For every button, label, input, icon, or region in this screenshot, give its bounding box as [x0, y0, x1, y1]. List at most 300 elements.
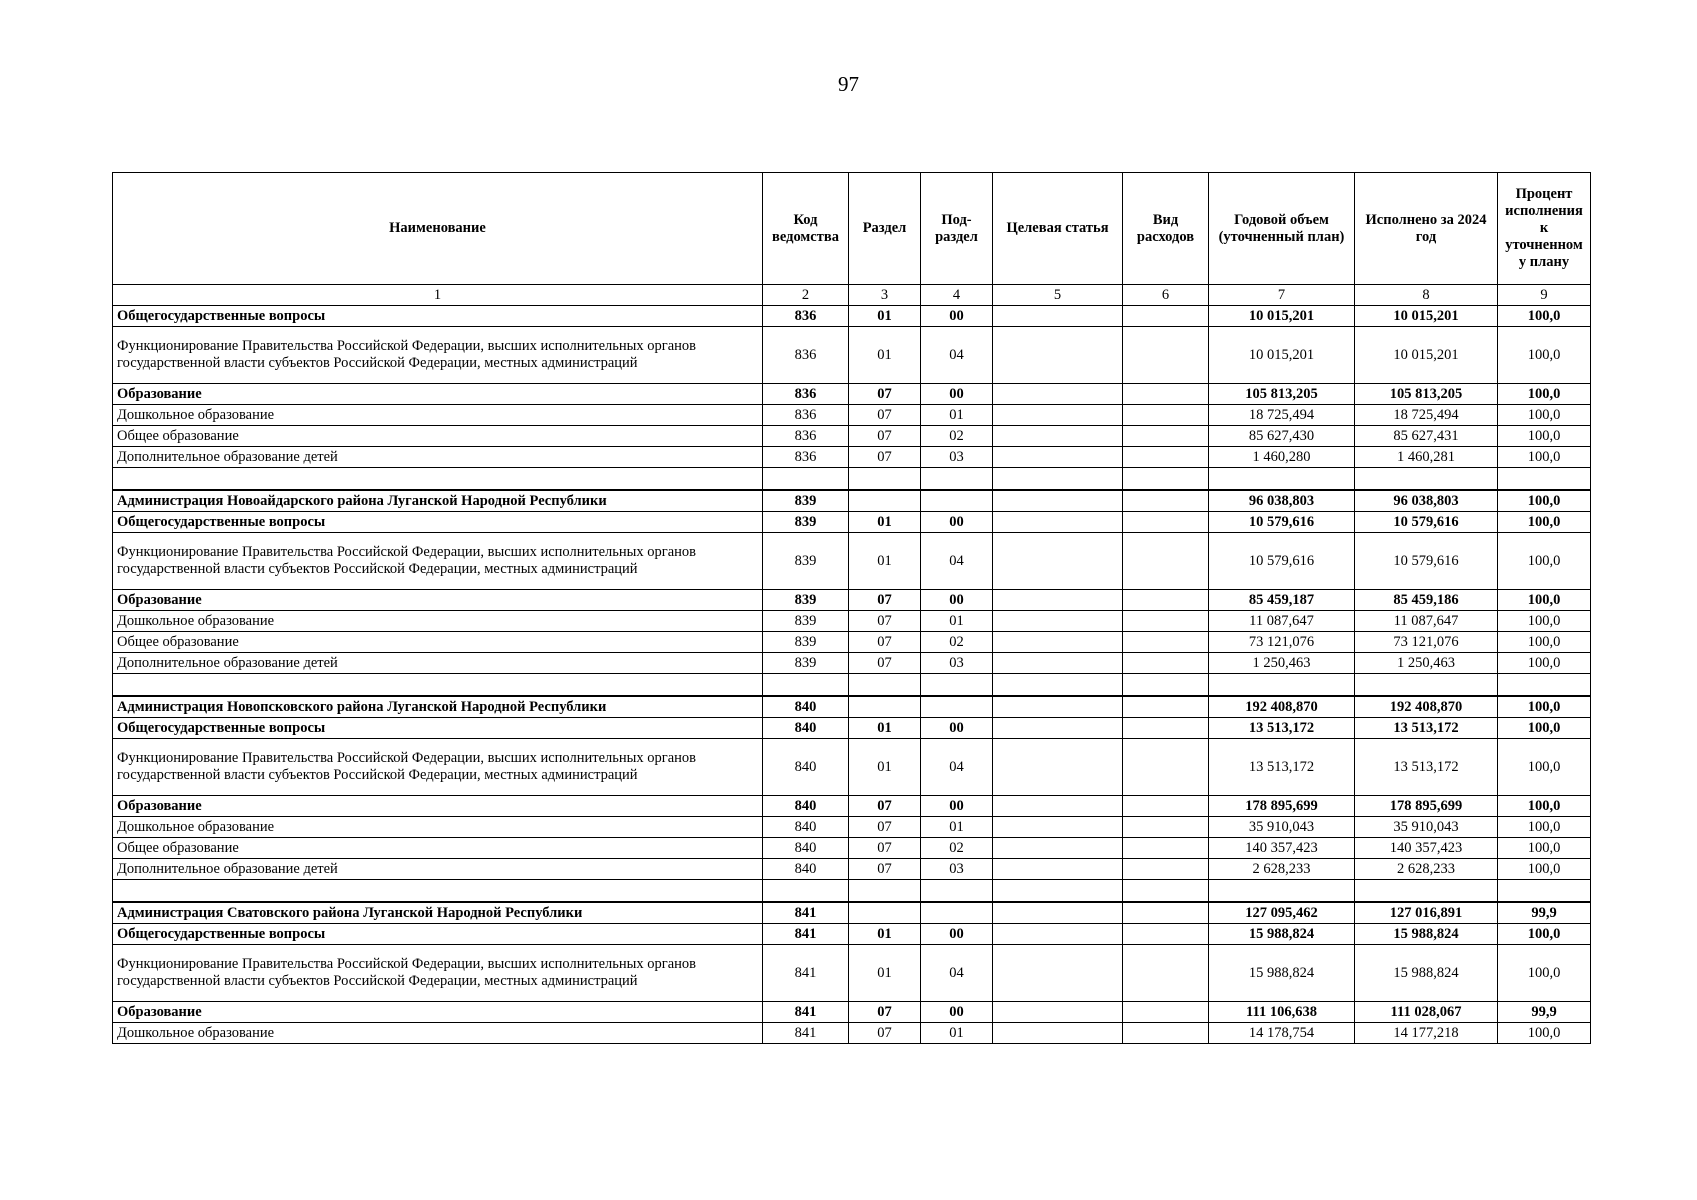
- cell-executed: 18 725,494: [1355, 405, 1498, 426]
- cell-annual-volume: 10 579,616: [1209, 533, 1355, 590]
- cell-target-item: [993, 880, 1123, 903]
- cell-subsection: 01: [921, 611, 993, 632]
- spacer-row: [113, 880, 1591, 903]
- cell-name: Общее образование: [113, 426, 763, 447]
- cell-target-item: [993, 718, 1123, 739]
- cell-name: Функционирование Правительства Российской Федерации, высших исполнительных органов государственной власти субъектов Российской Федерации, местных администраций: [113, 327, 763, 384]
- cell-name: [113, 468, 763, 491]
- cell-dept-code: 841: [763, 1002, 849, 1023]
- cell-subsection: [921, 490, 993, 512]
- header-expense-type: Вид расходов: [1123, 173, 1209, 285]
- cell-executed: 15 988,824: [1355, 924, 1498, 945]
- header-name: Наименование: [113, 173, 763, 285]
- cell-subsection: 01: [921, 817, 993, 838]
- cell-executed: 105 813,205: [1355, 384, 1498, 405]
- cell-dept-code: 836: [763, 405, 849, 426]
- page-number: 97: [838, 72, 859, 96]
- cell-annual-volume: 11 087,647: [1209, 611, 1355, 632]
- cell-expense-type: [1123, 653, 1209, 674]
- cell-dept-code: 839: [763, 590, 849, 611]
- cell-annual-volume: 111 106,638: [1209, 1002, 1355, 1023]
- cell-section: 01: [849, 718, 921, 739]
- cell-annual-volume: 13 513,172: [1209, 718, 1355, 739]
- cell-name: Дошкольное образование: [113, 817, 763, 838]
- cell-section: 01: [849, 306, 921, 327]
- cell-subsection: 04: [921, 945, 993, 1002]
- table-row: [113, 739, 1591, 796]
- cell-percent: 100,0: [1498, 739, 1591, 796]
- cell-subsection: 00: [921, 1002, 993, 1023]
- column-number-row: [113, 285, 1591, 306]
- cell-annual-volume: 127 095,462: [1209, 902, 1355, 924]
- cell-executed: 127 016,891: [1355, 902, 1498, 924]
- cell-subsection: 02: [921, 838, 993, 859]
- cell-name: Дошкольное образование: [113, 405, 763, 426]
- cell-name: Функционирование Правительства Российской Федерации, высших исполнительных органов государственной власти субъектов Российской Федерации, местных администраций: [113, 739, 763, 796]
- cell-subsection: [921, 674, 993, 697]
- cell-subsection: 04: [921, 739, 993, 796]
- cell-dept-code: 836: [763, 306, 849, 327]
- cell-section: 07: [849, 426, 921, 447]
- cell-expense-type: [1123, 796, 1209, 817]
- cell-annual-volume: 105 813,205: [1209, 384, 1355, 405]
- cell-target-item: [993, 653, 1123, 674]
- column-number: 3: [849, 285, 921, 306]
- cell-target-item: [993, 533, 1123, 590]
- cell-expense-type: [1123, 490, 1209, 512]
- table-row: [113, 859, 1591, 880]
- cell-dept-code: 840: [763, 718, 849, 739]
- cell-dept-code: 839: [763, 533, 849, 590]
- cell-percent: [1498, 880, 1591, 903]
- cell-section: [849, 468, 921, 491]
- table-body: [113, 306, 1591, 1044]
- cell-dept-code: [763, 674, 849, 697]
- cell-target-item: [993, 817, 1123, 838]
- cell-annual-volume: 1 460,280: [1209, 447, 1355, 468]
- cell-subsection: 02: [921, 632, 993, 653]
- cell-percent: 100,0: [1498, 490, 1591, 512]
- cell-subsection: 04: [921, 327, 993, 384]
- cell-executed: 1 460,281: [1355, 447, 1498, 468]
- cell-name: Образование: [113, 1002, 763, 1023]
- cell-expense-type: [1123, 384, 1209, 405]
- cell-target-item: [993, 306, 1123, 327]
- cell-executed: [1355, 674, 1498, 697]
- cell-target-item: [993, 468, 1123, 491]
- cell-section: 07: [849, 817, 921, 838]
- header-row: [113, 173, 1591, 285]
- cell-subsection: 00: [921, 384, 993, 405]
- table-row: [113, 306, 1591, 327]
- cell-section: 07: [849, 447, 921, 468]
- cell-section: 07: [849, 1002, 921, 1023]
- cell-section: 07: [849, 590, 921, 611]
- cell-executed: 85 627,431: [1355, 426, 1498, 447]
- header-target-item: Целевая статья: [993, 173, 1123, 285]
- cell-percent: 100,0: [1498, 533, 1591, 590]
- cell-section: 07: [849, 859, 921, 880]
- cell-expense-type: [1123, 468, 1209, 491]
- table-row: [113, 902, 1591, 924]
- cell-expense-type: [1123, 590, 1209, 611]
- cell-subsection: 00: [921, 306, 993, 327]
- cell-subsection: 03: [921, 447, 993, 468]
- cell-annual-volume: [1209, 880, 1355, 903]
- cell-section: 01: [849, 327, 921, 384]
- cell-section: 01: [849, 739, 921, 796]
- cell-expense-type: [1123, 838, 1209, 859]
- cell-name: Общегосударственные вопросы: [113, 924, 763, 945]
- cell-annual-volume: 10 015,201: [1209, 327, 1355, 384]
- cell-executed: 85 459,186: [1355, 590, 1498, 611]
- cell-target-item: [993, 924, 1123, 945]
- table-row: [113, 533, 1591, 590]
- cell-target-item: [993, 696, 1123, 718]
- cell-section: 07: [849, 796, 921, 817]
- cell-annual-volume: 192 408,870: [1209, 696, 1355, 718]
- cell-executed: 35 910,043: [1355, 817, 1498, 838]
- cell-executed: 1 250,463: [1355, 653, 1498, 674]
- header-executed: Исполнено за 2024 год: [1355, 173, 1498, 285]
- table-row: [113, 590, 1591, 611]
- column-number: 8: [1355, 285, 1498, 306]
- cell-section: [849, 490, 921, 512]
- cell-annual-volume: 140 357,423: [1209, 838, 1355, 859]
- cell-target-item: [993, 426, 1123, 447]
- cell-name: Общегосударственные вопросы: [113, 306, 763, 327]
- cell-expense-type: [1123, 306, 1209, 327]
- table-row: [113, 796, 1591, 817]
- cell-percent: 100,0: [1498, 512, 1591, 533]
- cell-percent: 100,0: [1498, 696, 1591, 718]
- column-number: 2: [763, 285, 849, 306]
- table-row: [113, 1023, 1591, 1044]
- column-number: 7: [1209, 285, 1355, 306]
- cell-section: 07: [849, 653, 921, 674]
- cell-annual-volume: 15 988,824: [1209, 924, 1355, 945]
- cell-executed: 111 028,067: [1355, 1002, 1498, 1023]
- cell-subsection: 03: [921, 653, 993, 674]
- cell-dept-code: 840: [763, 739, 849, 796]
- cell-percent: 100,0: [1498, 945, 1591, 1002]
- cell-expense-type: [1123, 718, 1209, 739]
- cell-subsection: 04: [921, 533, 993, 590]
- cell-name: Администрация Новоайдарского района Луганской Народной Республики: [113, 490, 763, 512]
- header-section: Раздел: [849, 173, 921, 285]
- cell-annual-volume: 18 725,494: [1209, 405, 1355, 426]
- cell-target-item: [993, 632, 1123, 653]
- cell-subsection: 03: [921, 859, 993, 880]
- cell-percent: 99,9: [1498, 902, 1591, 924]
- cell-section: 01: [849, 512, 921, 533]
- cell-expense-type: [1123, 1002, 1209, 1023]
- cell-name: Образование: [113, 796, 763, 817]
- cell-target-item: [993, 1002, 1123, 1023]
- cell-target-item: [993, 590, 1123, 611]
- table-row: [113, 945, 1591, 1002]
- cell-expense-type: [1123, 696, 1209, 718]
- cell-target-item: [993, 447, 1123, 468]
- cell-dept-code: 839: [763, 611, 849, 632]
- cell-subsection: [921, 902, 993, 924]
- cell-expense-type: [1123, 674, 1209, 697]
- cell-executed: 10 015,201: [1355, 306, 1498, 327]
- cell-percent: 100,0: [1498, 384, 1591, 405]
- spacer-row: [113, 468, 1591, 491]
- cell-percent: 100,0: [1498, 838, 1591, 859]
- cell-annual-volume: 35 910,043: [1209, 817, 1355, 838]
- cell-annual-volume: 73 121,076: [1209, 632, 1355, 653]
- header-percent: Процент исполнения к уточненном у плану: [1498, 173, 1591, 285]
- cell-target-item: [993, 945, 1123, 1002]
- cell-executed: 13 513,172: [1355, 739, 1498, 796]
- cell-percent: 100,0: [1498, 718, 1591, 739]
- cell-target-item: [993, 512, 1123, 533]
- cell-subsection: 02: [921, 426, 993, 447]
- table-row: [113, 1002, 1591, 1023]
- cell-dept-code: 840: [763, 696, 849, 718]
- header-annual-volume: Годовой объем (уточненный план): [1209, 173, 1355, 285]
- cell-percent: 100,0: [1498, 817, 1591, 838]
- cell-name: Общегосударственные вопросы: [113, 512, 763, 533]
- cell-name: Администрация Сватовского района Луганской Народной Республики: [113, 902, 763, 924]
- cell-name: Дополнительное образование детей: [113, 653, 763, 674]
- cell-dept-code: 836: [763, 327, 849, 384]
- cell-dept-code: 836: [763, 384, 849, 405]
- cell-expense-type: [1123, 924, 1209, 945]
- cell-subsection: 00: [921, 512, 993, 533]
- cell-expense-type: [1123, 405, 1209, 426]
- cell-target-item: [993, 674, 1123, 697]
- cell-percent: 100,0: [1498, 859, 1591, 880]
- cell-section: [849, 880, 921, 903]
- cell-executed: 13 513,172: [1355, 718, 1498, 739]
- cell-dept-code: 841: [763, 1023, 849, 1044]
- cell-subsection: [921, 468, 993, 491]
- budget-execution-table: [112, 172, 1591, 1044]
- cell-executed: 10 015,201: [1355, 327, 1498, 384]
- table-row: [113, 490, 1591, 512]
- column-number: 4: [921, 285, 993, 306]
- cell-dept-code: [763, 468, 849, 491]
- cell-section: 07: [849, 384, 921, 405]
- cell-name: Образование: [113, 590, 763, 611]
- cell-executed: [1355, 880, 1498, 903]
- cell-percent: 100,0: [1498, 447, 1591, 468]
- cell-section: [849, 696, 921, 718]
- cell-section: [849, 902, 921, 924]
- cell-annual-volume: 13 513,172: [1209, 739, 1355, 796]
- column-number: 1: [113, 285, 763, 306]
- cell-annual-volume: 85 459,187: [1209, 590, 1355, 611]
- cell-percent: 100,0: [1498, 590, 1591, 611]
- cell-expense-type: [1123, 739, 1209, 796]
- cell-name: Дополнительное образование детей: [113, 447, 763, 468]
- table-row: [113, 611, 1591, 632]
- cell-executed: 11 087,647: [1355, 611, 1498, 632]
- cell-executed: [1355, 468, 1498, 491]
- cell-expense-type: [1123, 512, 1209, 533]
- cell-expense-type: [1123, 327, 1209, 384]
- cell-percent: 100,0: [1498, 1023, 1591, 1044]
- cell-name: [113, 674, 763, 697]
- table-row: [113, 327, 1591, 384]
- cell-target-item: [993, 405, 1123, 426]
- cell-target-item: [993, 1023, 1123, 1044]
- cell-dept-code: 839: [763, 512, 849, 533]
- cell-expense-type: [1123, 533, 1209, 590]
- cell-dept-code: 841: [763, 924, 849, 945]
- cell-dept-code: 839: [763, 632, 849, 653]
- table-row: [113, 653, 1591, 674]
- cell-executed: 10 579,616: [1355, 512, 1498, 533]
- cell-percent: 100,0: [1498, 632, 1591, 653]
- cell-dept-code: 840: [763, 817, 849, 838]
- cell-executed: 10 579,616: [1355, 533, 1498, 590]
- table-row: [113, 696, 1591, 718]
- cell-percent: 100,0: [1498, 924, 1591, 945]
- column-number: 6: [1123, 285, 1209, 306]
- cell-subsection: [921, 696, 993, 718]
- cell-section: [849, 674, 921, 697]
- cell-executed: 96 038,803: [1355, 490, 1498, 512]
- table-row: [113, 405, 1591, 426]
- cell-name: Функционирование Правительства Российской Федерации, высших исполнительных органов государственной власти субъектов Российской Федерации, местных администраций: [113, 945, 763, 1002]
- cell-name: Общегосударственные вопросы: [113, 718, 763, 739]
- cell-subsection: [921, 880, 993, 903]
- cell-expense-type: [1123, 817, 1209, 838]
- cell-dept-code: 840: [763, 838, 849, 859]
- cell-dept-code: 841: [763, 902, 849, 924]
- cell-target-item: [993, 327, 1123, 384]
- cell-expense-type: [1123, 945, 1209, 1002]
- cell-section: 01: [849, 945, 921, 1002]
- cell-expense-type: [1123, 632, 1209, 653]
- cell-annual-volume: 10 015,201: [1209, 306, 1355, 327]
- cell-dept-code: 840: [763, 796, 849, 817]
- cell-name: Дополнительное образование детей: [113, 859, 763, 880]
- cell-section: 07: [849, 838, 921, 859]
- cell-expense-type: [1123, 880, 1209, 903]
- cell-subsection: 01: [921, 1023, 993, 1044]
- cell-percent: [1498, 468, 1591, 491]
- cell-annual-volume: 10 579,616: [1209, 512, 1355, 533]
- cell-expense-type: [1123, 1023, 1209, 1044]
- cell-expense-type: [1123, 859, 1209, 880]
- cell-target-item: [993, 739, 1123, 796]
- table-row: [113, 384, 1591, 405]
- cell-target-item: [993, 384, 1123, 405]
- cell-dept-code: [763, 880, 849, 903]
- cell-annual-volume: 178 895,699: [1209, 796, 1355, 817]
- table-row: [113, 718, 1591, 739]
- cell-executed: 140 357,423: [1355, 838, 1498, 859]
- cell-executed: 15 988,824: [1355, 945, 1498, 1002]
- cell-percent: 99,9: [1498, 1002, 1591, 1023]
- cell-executed: 73 121,076: [1355, 632, 1498, 653]
- cell-percent: 100,0: [1498, 426, 1591, 447]
- cell-expense-type: [1123, 426, 1209, 447]
- cell-name: Образование: [113, 384, 763, 405]
- cell-annual-volume: 96 038,803: [1209, 490, 1355, 512]
- cell-annual-volume: 2 628,233: [1209, 859, 1355, 880]
- table-row: [113, 838, 1591, 859]
- cell-percent: 100,0: [1498, 796, 1591, 817]
- cell-expense-type: [1123, 611, 1209, 632]
- cell-expense-type: [1123, 447, 1209, 468]
- cell-percent: 100,0: [1498, 327, 1591, 384]
- header-dept-code: Код ведомства: [763, 173, 849, 285]
- cell-subsection: 00: [921, 924, 993, 945]
- cell-executed: 14 177,218: [1355, 1023, 1498, 1044]
- cell-name: Общее образование: [113, 632, 763, 653]
- spacer-row: [113, 674, 1591, 697]
- cell-dept-code: 840: [763, 859, 849, 880]
- cell-dept-code: 836: [763, 447, 849, 468]
- table-row: [113, 632, 1591, 653]
- cell-subsection: 01: [921, 405, 993, 426]
- cell-target-item: [993, 859, 1123, 880]
- cell-section: 07: [849, 1023, 921, 1044]
- cell-executed: 2 628,233: [1355, 859, 1498, 880]
- cell-percent: 100,0: [1498, 611, 1591, 632]
- table-row: [113, 924, 1591, 945]
- cell-executed: 192 408,870: [1355, 696, 1498, 718]
- cell-target-item: [993, 838, 1123, 859]
- column-number: 9: [1498, 285, 1591, 306]
- cell-annual-volume: 14 178,754: [1209, 1023, 1355, 1044]
- cell-target-item: [993, 902, 1123, 924]
- cell-annual-volume: [1209, 674, 1355, 697]
- cell-dept-code: 841: [763, 945, 849, 1002]
- cell-dept-code: 836: [763, 426, 849, 447]
- cell-section: 01: [849, 533, 921, 590]
- cell-executed: 178 895,699: [1355, 796, 1498, 817]
- table-row: [113, 426, 1591, 447]
- cell-target-item: [993, 490, 1123, 512]
- cell-annual-volume: 15 988,824: [1209, 945, 1355, 1002]
- column-number: 5: [993, 285, 1123, 306]
- cell-name: Функционирование Правительства Российской Федерации, высших исполнительных органов государственной власти субъектов Российской Федерации, местных администраций: [113, 533, 763, 590]
- cell-name: Администрация Новопсковского района Луганской Народной Республики: [113, 696, 763, 718]
- cell-target-item: [993, 611, 1123, 632]
- table-row: [113, 817, 1591, 838]
- cell-expense-type: [1123, 902, 1209, 924]
- table-row: [113, 512, 1591, 533]
- cell-name: Общее образование: [113, 838, 763, 859]
- cell-subsection: 00: [921, 796, 993, 817]
- cell-annual-volume: 1 250,463: [1209, 653, 1355, 674]
- cell-section: 07: [849, 611, 921, 632]
- cell-annual-volume: [1209, 468, 1355, 491]
- cell-target-item: [993, 796, 1123, 817]
- cell-percent: 100,0: [1498, 306, 1591, 327]
- cell-subsection: 00: [921, 718, 993, 739]
- cell-percent: [1498, 674, 1591, 697]
- cell-dept-code: 839: [763, 490, 849, 512]
- header-subsection: Под-раздел: [921, 173, 993, 285]
- cell-percent: 100,0: [1498, 405, 1591, 426]
- cell-section: 07: [849, 405, 921, 426]
- cell-percent: 100,0: [1498, 653, 1591, 674]
- cell-name: [113, 880, 763, 903]
- cell-section: 01: [849, 924, 921, 945]
- cell-annual-volume: 85 627,430: [1209, 426, 1355, 447]
- cell-subsection: 00: [921, 590, 993, 611]
- cell-name: Дошкольное образование: [113, 611, 763, 632]
- cell-name: Дошкольное образование: [113, 1023, 763, 1044]
